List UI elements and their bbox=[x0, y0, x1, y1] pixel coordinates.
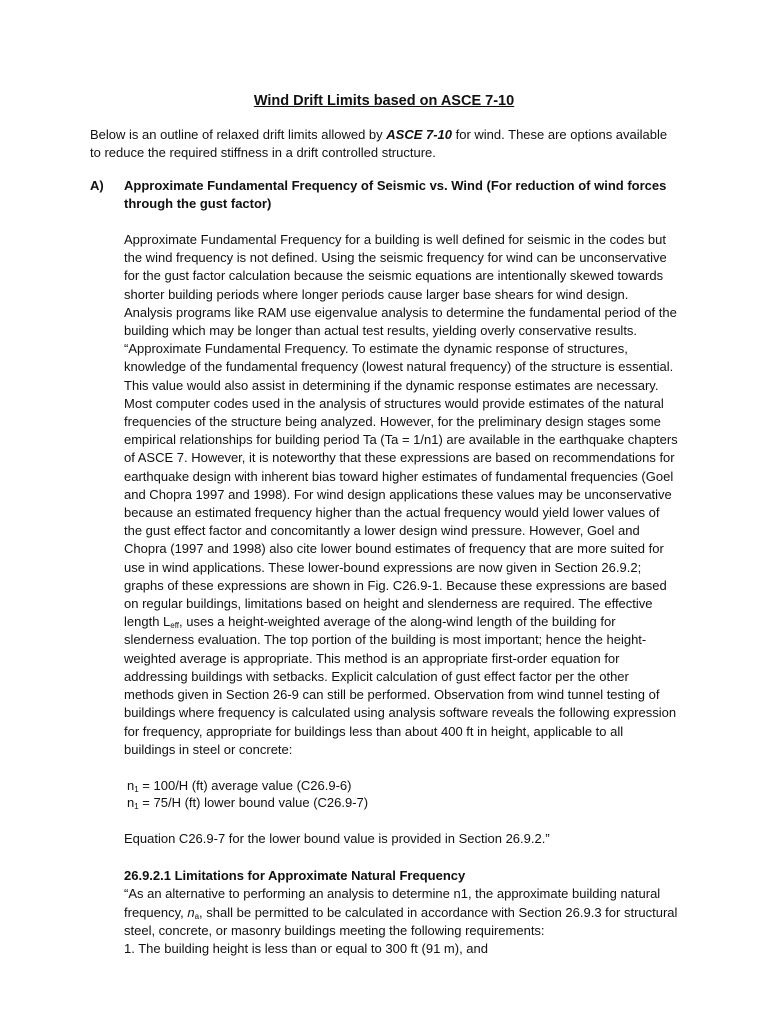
requirement-item: 1. The building height is less than or equal to 300 ft (91 m), and bbox=[124, 940, 488, 956]
equation-note: Equation C26.9-7 for the lower bound value is provided in Section 26.9.2.” bbox=[124, 830, 550, 846]
formula-line bbox=[127, 794, 678, 811]
quote-text-part1: “Approximate Fundamental Frequency. To estimate the dynamic response of structures, knowledge of the fundamental frequency (lowest natural frequency) of the structure is essential. This value would also assist in determining if the dynamic response estimates are necessary. Most computer codes used in the analysis of structures would provide estimates of the natural frequencies of the structure being analyzed. However, for the preliminary design stages some empirical relationships for building period Ta (Ta = 1/n1) are available in the earthquake chapters of ASCE 7. However, it is noteworthy that these expressions are based on recommendations for earthquake design with inherent bias toward higher estimates of fundamental frequencies (Goel and Chopra 1997 and 1998). For wind design applications these values may be unconservative because an estimated frequency higher than the actual frequency would yield lower values of the gust effect factor and concomitantly a lower design wind pressure. However, Goel and Chopra (1997 and 1998) also cite lower bound estimates of frequency that are more suited for use in wind applications. These lower-bound expressions are now given in Section 26.9.2; graphs of these expressions are shown in Fig. C26.9-1. Because these expressions are based on regular buildings, limitations based on height and slenderness are required. The effective length L bbox=[124, 341, 678, 630]
section-a-marker: A) bbox=[90, 177, 104, 193]
section-a-heading bbox=[90, 177, 678, 213]
subsection-variable-subscript: a bbox=[194, 911, 200, 921]
section-a-heading-text: Approximate Fundamental Frequency of Seismic vs. Wind (For reduction of wind forces through the gust factor) bbox=[124, 177, 667, 211]
quote-subscript: eff bbox=[170, 621, 180, 631]
formula-text: = 100/H (ft) average value (C26.9-6) bbox=[138, 777, 352, 793]
formula-line bbox=[127, 777, 678, 794]
quote-text-part2: , uses a height-weighted average of the along-wind length of the building for slenderness evaluation. The top portion of the building is most important; hence the height-weighted average is appropriate. This method is an appropriate first-order equation for addressing buildings with setbacks. Explicit calculation of gust effect factor per the other methods given in Section 26-9 can still be performed. Observation from wind tunnel testing of buildings where frequency is calculated using analysis software reveals the following expression for frequency, appropriate for buildings less than about 400 ft in height, applicable to all buildings in steel or concrete: bbox=[124, 614, 677, 757]
section-a-continuation bbox=[90, 830, 678, 958]
subsection-text-part2: , shall be permitted to be calculated in accordance with Section 26.9.3 for structural steel, concrete, or masonry buildings meeting the following requirements: bbox=[124, 904, 678, 938]
intro-paragraph bbox=[90, 126, 678, 162]
intro-text-after: for wind. These are options available to reduce the required stiffness in a drift controlled structure. bbox=[90, 127, 668, 161]
page-title: Wind Drift Limits based on ASCE 7-10 bbox=[253, 93, 515, 109]
formula-subscript: 1 bbox=[134, 801, 139, 811]
section-a-body bbox=[90, 231, 678, 759]
formula-text: = 75/H (ft) lower bound value (C26.9-7) bbox=[138, 794, 369, 810]
intro-emphasis: ASCE 7-10 bbox=[386, 127, 453, 143]
intro-text-before: Below is an outline of relaxed drift limits allowed by bbox=[90, 127, 387, 143]
subsection-variable: n bbox=[187, 904, 195, 920]
subsection-text-part1: “As an alternative to performing an analysis to determine n1, the approximate building natural frequency, bbox=[124, 886, 661, 920]
formula-variable: n bbox=[127, 794, 135, 810]
formula-variable: n bbox=[127, 777, 135, 793]
formula-block bbox=[90, 777, 678, 811]
explanation-paragraph: Approximate Fundamental Frequency for a building is well defined for seismic in the codes but the wind frequency is not defined. Using the seismic frequency for wind can be unconservative for the gust factor calculation because the seismic equations are intentionally skewed towards shorter building periods where longer periods cause larger base shears for wind design. Analysis programs like RAM use eigenvalue analysis to determine the fundamental period of the building which may be longer than actual test results, yielding overly conservative results. bbox=[124, 232, 677, 339]
subsection-heading: 26.9.2.1 Limitations for Approximate Natural Frequency bbox=[124, 868, 466, 884]
formula-subscript: 1 bbox=[134, 784, 139, 794]
subsection-paragraph bbox=[124, 885, 678, 940]
quoted-paragraph bbox=[124, 340, 678, 759]
